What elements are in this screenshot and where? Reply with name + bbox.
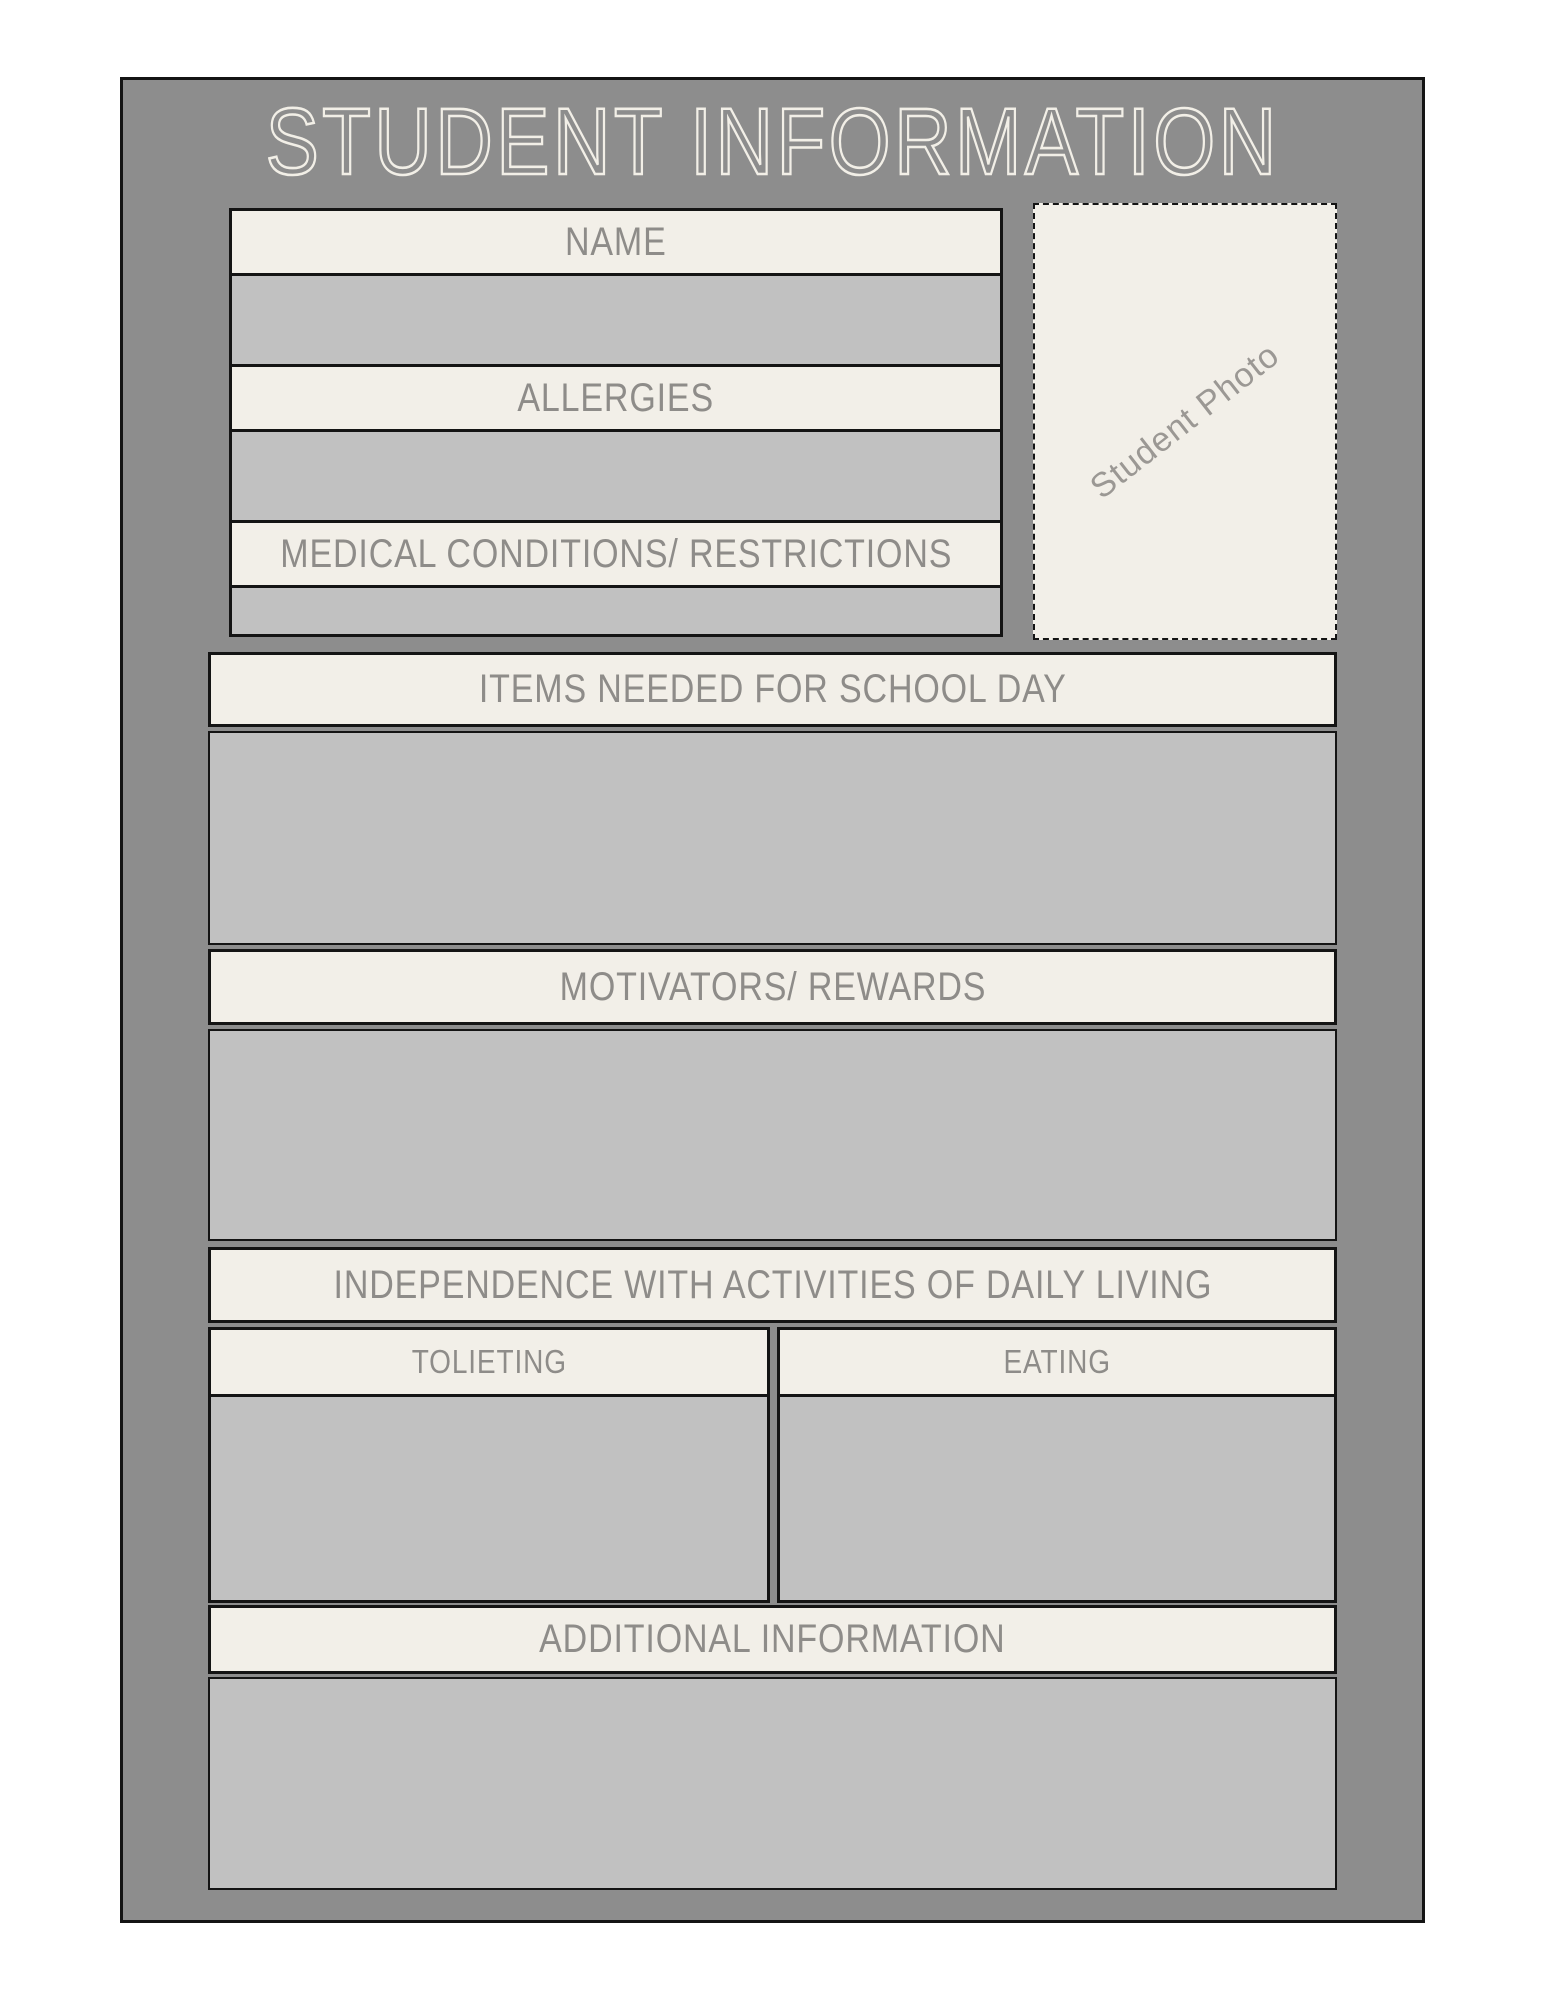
allergies-field-header: [232, 367, 1000, 432]
eating-column: [777, 1327, 1337, 1603]
medical-field-label: MEDICAL CONDITIONS/ RESTRICTIONS: [280, 531, 953, 576]
additional-info-label: ADDITIONAL INFORMATION: [539, 1617, 1006, 1661]
medical-field-header: [232, 523, 1000, 588]
name-input-area[interactable]: [232, 276, 1000, 367]
page-title-wrap: [123, 80, 1422, 205]
toileting-header: [211, 1330, 767, 1397]
eating-input-area[interactable]: [780, 1397, 1334, 1600]
allergies-field-label: ALLERGIES: [517, 375, 715, 420]
additional-info-input-area[interactable]: [208, 1677, 1337, 1890]
additional-info-header: [208, 1605, 1337, 1674]
toileting-label: TOLIETING: [411, 1343, 567, 1380]
toileting-column: [208, 1327, 770, 1603]
items-needed-label: ITEMS NEEDED FOR SCHOOL DAY: [478, 667, 1067, 711]
page-title: STUDENT INFORMATION: [265, 89, 1280, 195]
student-photo-box[interactable]: [1033, 203, 1337, 640]
toileting-input-area[interactable]: [211, 1397, 767, 1600]
eating-header: [780, 1330, 1334, 1397]
allergies-input-area[interactable]: [232, 432, 1000, 523]
name-field-header: [232, 211, 1000, 276]
independence-label: INDEPENDENCE WITH ACTIVITIES OF DAILY LIVING: [333, 1262, 1212, 1307]
student-information-card: [120, 77, 1425, 1923]
name-field-label: NAME: [565, 219, 667, 264]
medical-input-area[interactable]: [232, 588, 1000, 634]
items-needed-header: [208, 652, 1337, 727]
student-photo-watermark: Student Photo: [1082, 335, 1287, 507]
items-needed-input-area[interactable]: [208, 731, 1337, 945]
motivators-input-area[interactable]: [208, 1029, 1337, 1241]
motivators-header: [208, 949, 1337, 1025]
motivators-label: MOTIVATORS/ REWARDS: [559, 964, 986, 1009]
eating-label: EATING: [1003, 1343, 1111, 1380]
student-details-group: [229, 208, 1003, 637]
independence-header: [208, 1247, 1337, 1323]
